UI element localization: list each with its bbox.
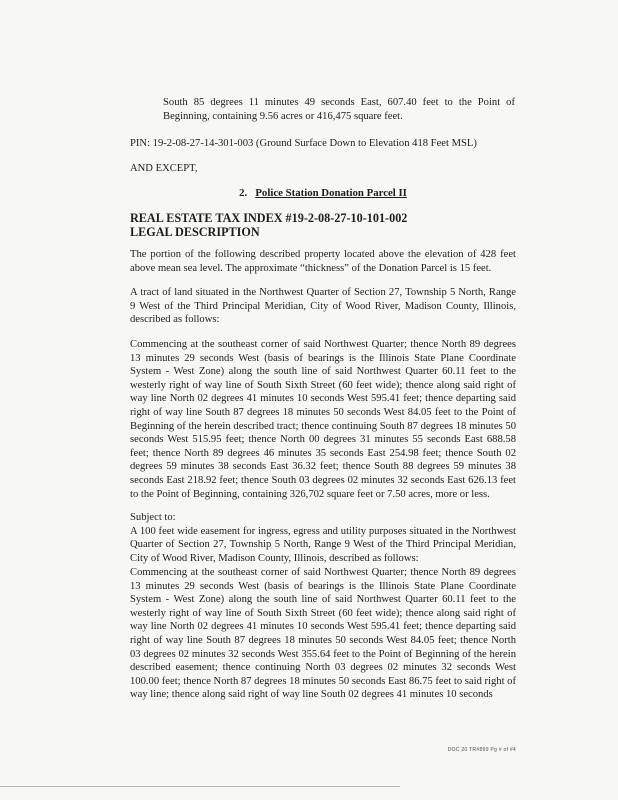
tract-paragraph: A tract of land situated in the Northwest Quarter of Section 27, Township 5 North, Range 9 West of the Third Principal Meridian, City of Wood River, Madison County, Illinois, described as follows: [130, 287, 516, 326]
section-heading [130, 187, 516, 199]
scan-edge-line [0, 786, 400, 787]
legal-description-title: LEGAL DESCRIPTION [130, 225, 260, 239]
section-number: 2. [239, 187, 248, 199]
subject-to-label: Subject to: [130, 512, 176, 523]
subject-to-block [130, 511, 516, 565]
pin-line: PIN: 19-2-08-27-14-301-003 (Ground Surface Down to Elevation 418 Feet MSL) [130, 138, 477, 149]
footer-code: DOC 20 TR#899 Pg # of #4 [447, 747, 516, 753]
easement-paragraph: A 100 feet wide easement for ingress, egress and utility purposes situated in the Northwest Quarter of Section 27, Township 5 North, Range 9 West of the Third Principal Meridian, City of Wood River, Madison County, Illinois, described as follows: [130, 525, 516, 564]
section-title: Police Station Donation Parcel II [255, 187, 407, 199]
and-except-line: AND EXCEPT, [130, 163, 198, 174]
elevation-paragraph: The portion of the following described property located above the elevation of 428 feet above mean sea level. The approximate “thickness” of the Donation Parcel is 15 feet. [130, 249, 516, 274]
easement-commencing-paragraph: Commencing at the southeast corner of said Northwest Quarter; thence North 89 degrees 13 minutes 29 seconds West (basis of bearings is the Illinois State Plane Coordinate System - West Zone) along the south line of said Northwest Quarter 60.11 feet to the westerly right of way line of South Sixth Street (60 feet wide); thence along said right of way line North 02 degrees 41 minutes 10 seconds West 595.41 feet; thence departing said right of way line South 87 degrees 18 minutes 50 seconds West 84.05 feet; thence North 03 degrees 02 minutes 32 seconds West 355.64 feet to the Point of Beginning of the herein described easement; thence continuing North 03 degrees 02 minutes 32 seconds West 100.00 feet; thence North 87 degrees 18 minutes 50 seconds East 86.75 feet to said right of way line; thence along said right of way line South 02 degrees 41 minutes 10 seconds [130, 567, 516, 701]
tax-index-line: REAL ESTATE TAX INDEX #19-2-08-27-10-101-002 [130, 211, 408, 225]
legal-description-heading [130, 211, 516, 239]
commencing-paragraph: Commencing at the southeast corner of said Northwest Quarter; thence North 89 degrees 13 minutes 29 seconds West (basis of bearings is the Illinois State Plane Coordinate System - West Zone) along the south line of said Northwest Quarter 60.11 feet to the westerly right of way line of South Sixth Street (60 feet wide); thence along said right of way line North 02 degrees 41 minutes 10 seconds West 595.41 feet; thence departing said right of way line South 87 degrees 18 minutes 50 seconds West 84.05 feet to the Point of Beginning of the herein described tract; thence continuing South 87 degrees 18 minutes 50 seconds West 515.95 feet; thence North 00 degrees 31 minutes 55 seconds East 688.58 feet; thence North 89 degrees 46 minutes 35 seconds East 254.98 feet; thence South 02 degrees 59 minutes 38 seconds East 36.32 feet; thence South 88 degrees 59 minutes 38 seconds East 218.92 feet; thence South 03 degrees 02 minutes 32 seconds East 626.13 feet to the Point of Beginning, containing 326,702 square feet or 7.50 acres, more or less. [130, 339, 516, 500]
continuation-paragraph: South 85 degrees 11 minutes 49 seconds East, 607.40 feet to the Point of Beginning, containing 9.56 acres or 416,475 square feet. [163, 97, 515, 122]
